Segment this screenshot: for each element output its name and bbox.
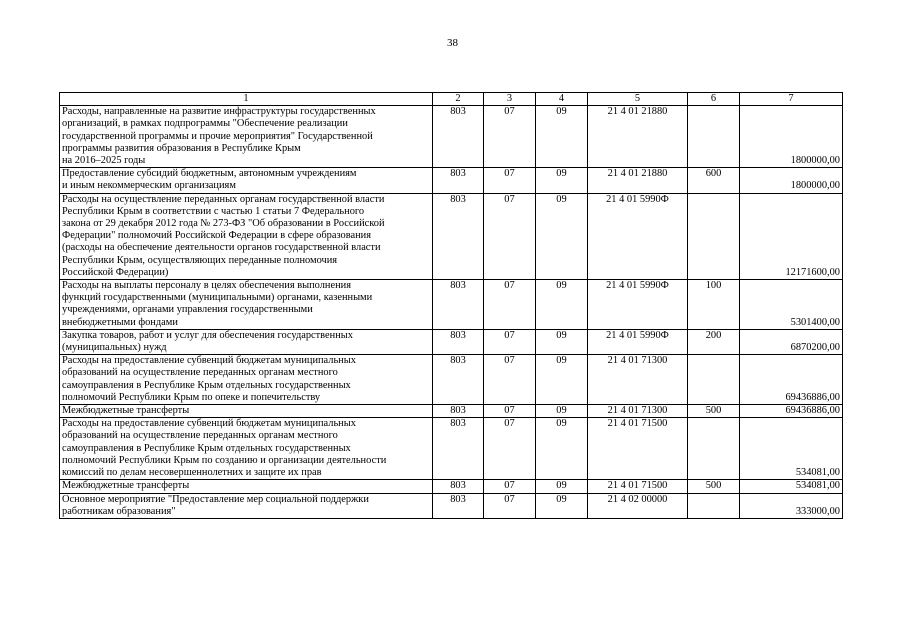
section-code: 07 bbox=[484, 480, 536, 493]
description-line: (расходы на обеспечение деятельности органов государственной власти bbox=[62, 242, 381, 254]
expense-description bbox=[60, 193, 433, 279]
expense-type-code bbox=[688, 493, 740, 518]
table-row bbox=[60, 480, 843, 493]
target-article-code: 21 4 01 71300 bbox=[588, 355, 688, 405]
expense-type-code bbox=[688, 418, 740, 480]
description-line: внебюджетными фондами bbox=[62, 316, 178, 328]
ministry-code: 803 bbox=[433, 329, 484, 354]
description-line: Расходы на предоставление субвенций бюджетам муниципальных bbox=[62, 355, 356, 367]
description-line: функций государственными (муниципальными) органами, казенными bbox=[62, 292, 373, 304]
section-code: 07 bbox=[484, 193, 536, 279]
table-row bbox=[60, 168, 843, 193]
description-line: Республики Крым в соответствии с частью 1 статьи 7 Федерального bbox=[62, 205, 365, 217]
column-header: 3 bbox=[484, 93, 536, 106]
ministry-code: 803 bbox=[433, 280, 484, 330]
table-row bbox=[60, 405, 843, 418]
column-header: 7 bbox=[740, 93, 843, 106]
amount: 6870200,00 bbox=[740, 329, 843, 354]
description-line: самоуправления в Республике Крым отдельных государственных bbox=[62, 379, 351, 391]
ministry-code: 803 bbox=[433, 418, 484, 480]
amount: 1800000,00 bbox=[740, 106, 843, 168]
description-line: Расходы на осуществление переданных органам государственной власти bbox=[62, 193, 385, 205]
table-row bbox=[60, 280, 843, 330]
target-article-code: 21 4 01 71500 bbox=[588, 480, 688, 493]
description-line: и иным некоммерческим организациям bbox=[62, 180, 236, 192]
expense-type-code bbox=[688, 193, 740, 279]
section-code: 07 bbox=[484, 418, 536, 480]
expense-type-code bbox=[688, 355, 740, 405]
amount: 5301400,00 bbox=[740, 280, 843, 330]
amount: 1800000,00 bbox=[740, 168, 843, 193]
description-line: Расходы, направленные на развитие инфраструктуры государственных bbox=[62, 106, 376, 118]
table-row bbox=[60, 418, 843, 480]
section-code: 07 bbox=[484, 405, 536, 418]
table-row bbox=[60, 193, 843, 279]
expense-description bbox=[60, 493, 433, 518]
column-header: 1 bbox=[60, 93, 433, 106]
expense-type-code: 500 bbox=[688, 405, 740, 418]
amount: 534081,00 bbox=[740, 418, 843, 480]
description-line: Республики Крым, осуществляющих переданные полномочия bbox=[62, 254, 338, 266]
description-line: Межбюджетные трансферты bbox=[62, 405, 190, 417]
subsection-code: 09 bbox=[536, 193, 588, 279]
description-line: Закупка товаров, работ и услуг для обеспечения государственных bbox=[62, 329, 353, 341]
expense-type-code: 600 bbox=[688, 168, 740, 193]
page-number: 38 bbox=[447, 37, 458, 49]
table-row bbox=[60, 329, 843, 354]
section-code: 07 bbox=[484, 493, 536, 518]
description-line: на 2016–2025 годы bbox=[62, 155, 146, 167]
description-line: Российской Федерации) bbox=[62, 266, 169, 278]
expense-description bbox=[60, 355, 433, 405]
amount: 12171600,00 bbox=[740, 193, 843, 279]
description-line: комиссий по делам несовершеннолетних и защите их прав bbox=[62, 467, 322, 479]
expense-description bbox=[60, 106, 433, 168]
column-header: 4 bbox=[536, 93, 588, 106]
subsection-code: 09 bbox=[536, 405, 588, 418]
subsection-code: 09 bbox=[536, 106, 588, 168]
description-line: образований на осуществление переданных органам местного bbox=[62, 430, 338, 442]
section-code: 07 bbox=[484, 355, 536, 405]
table-row bbox=[60, 106, 843, 168]
ministry-code: 803 bbox=[433, 480, 484, 493]
expense-description bbox=[60, 480, 433, 493]
expense-description bbox=[60, 405, 433, 418]
expense-description bbox=[60, 168, 433, 193]
column-header: 2 bbox=[433, 93, 484, 106]
description-line: полномочий Республики Крым по созданию и организации деятельности bbox=[62, 454, 387, 466]
target-article-code: 21 4 01 5990Ф bbox=[588, 329, 688, 354]
section-code: 07 bbox=[484, 168, 536, 193]
target-article-code: 21 4 02 00000 bbox=[588, 493, 688, 518]
subsection-code: 09 bbox=[536, 168, 588, 193]
target-article-code: 21 4 01 21880 bbox=[588, 106, 688, 168]
ministry-code: 803 bbox=[433, 493, 484, 518]
target-article-code: 21 4 01 21880 bbox=[588, 168, 688, 193]
description-line: программы развития образования в Республике Крым bbox=[62, 142, 301, 154]
expense-description bbox=[60, 280, 433, 330]
description-line: самоуправления в Республике Крым отдельных государственных bbox=[62, 442, 351, 454]
description-line: Межбюджетные трансферты bbox=[62, 480, 190, 492]
table-row bbox=[60, 355, 843, 405]
expense-type-code bbox=[688, 106, 740, 168]
target-article-code: 21 4 01 71300 bbox=[588, 405, 688, 418]
amount: 69436886,00 bbox=[740, 405, 843, 418]
description-line: образований на осуществление переданных органам местного bbox=[62, 367, 338, 379]
ministry-code: 803 bbox=[433, 405, 484, 418]
description-line: Основное мероприятие "Предоставление мер социальной поддержки bbox=[62, 493, 369, 505]
description-line: Расходы на выплаты персоналу в целях обеспечения выполнения bbox=[62, 280, 351, 292]
description-line: учреждениями, органами управления государственными bbox=[62, 304, 313, 316]
ministry-code: 803 bbox=[433, 193, 484, 279]
column-header: 6 bbox=[688, 93, 740, 106]
ministry-code: 803 bbox=[433, 168, 484, 193]
subsection-code: 09 bbox=[536, 355, 588, 405]
expense-description bbox=[60, 418, 433, 480]
description-line: (муниципальных) нужд bbox=[62, 342, 167, 354]
expense-description bbox=[60, 329, 433, 354]
target-article-code: 21 4 01 5990Ф bbox=[588, 280, 688, 330]
expense-type-code: 100 bbox=[688, 280, 740, 330]
amount: 333000,00 bbox=[740, 493, 843, 518]
description-line: Расходы на предоставление субвенций бюджетам муниципальных bbox=[62, 418, 356, 430]
subsection-code: 09 bbox=[536, 329, 588, 354]
description-line: закона от 29 декабря 2012 года № 273-ФЗ "Об образовании в Российской bbox=[62, 218, 385, 230]
expense-type-code: 200 bbox=[688, 329, 740, 354]
amount: 534081,00 bbox=[740, 480, 843, 493]
ministry-code: 803 bbox=[433, 106, 484, 168]
expense-type-code: 500 bbox=[688, 480, 740, 493]
section-code: 07 bbox=[484, 329, 536, 354]
description-line: государственной программы и прочие мероприятия" Государственной bbox=[62, 130, 373, 142]
budget-table bbox=[59, 92, 843, 519]
description-line: работникам образования" bbox=[62, 505, 176, 517]
subsection-code: 09 bbox=[536, 493, 588, 518]
column-header: 5 bbox=[588, 93, 688, 106]
ministry-code: 803 bbox=[433, 355, 484, 405]
description-line: Федерации" полномочий Российской Федерации в сфере образования bbox=[62, 230, 371, 242]
subsection-code: 09 bbox=[536, 418, 588, 480]
target-article-code: 21 4 01 71500 bbox=[588, 418, 688, 480]
target-article-code: 21 4 01 5990Ф bbox=[588, 193, 688, 279]
subsection-code: 09 bbox=[536, 480, 588, 493]
table-header-row bbox=[60, 93, 843, 106]
amount: 69436886,00 bbox=[740, 355, 843, 405]
section-code: 07 bbox=[484, 106, 536, 168]
table-row bbox=[60, 493, 843, 518]
section-code: 07 bbox=[484, 280, 536, 330]
subsection-code: 09 bbox=[536, 280, 588, 330]
description-line: полномочий Республики Крым по опеке и попечительству bbox=[62, 391, 321, 403]
description-line: организаций, в рамках подпрограммы "Обеспечение реализации bbox=[62, 118, 348, 130]
description-line: Предоставление субсидий бюджетным, автономным учреждениям bbox=[62, 168, 357, 180]
